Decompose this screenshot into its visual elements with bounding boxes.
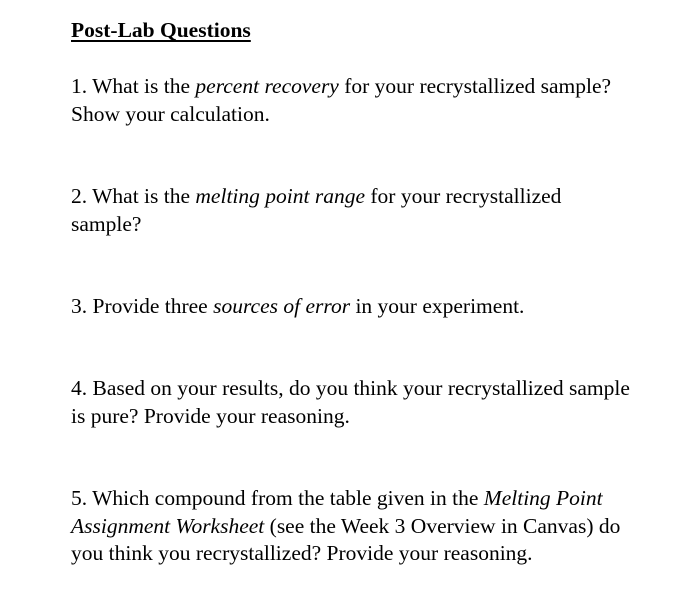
question-5 [71, 485, 696, 568]
question-5-line-1 [71, 485, 696, 513]
question-5-line-2 [71, 513, 696, 541]
question-3 [71, 293, 696, 321]
question-5-text-a: 5. Which compound from the table given in the [71, 486, 484, 510]
question-2-text-b: for your recrystallized [365, 184, 562, 208]
question-5-emphasis-2: Assignment Worksheet [71, 513, 265, 538]
question-1-line-1 [71, 73, 696, 101]
question-1-line-2: Show your calculation. [71, 101, 270, 126]
question-2-text-a: 2. What is the [71, 184, 196, 208]
question-3-text-a: 3. Provide three [71, 294, 214, 318]
question-5-line-3: you think you recrystallized? Provide your reasoning. [71, 541, 533, 565]
page-title: Post-Lab Questions [71, 18, 251, 42]
question-3-emphasis: sources of error [213, 294, 351, 318]
question-5-text-b: (see the Week 3 Overview in Canvas) do [264, 513, 621, 538]
question-2 [71, 183, 696, 238]
question-4 [71, 375, 696, 430]
question-1 [71, 73, 696, 128]
question-2-line-1 [71, 183, 696, 211]
question-3-line-1 [71, 293, 696, 321]
question-3-text-b: in your experiment. [350, 294, 525, 318]
question-2-line-2: sample? [71, 211, 142, 236]
question-4-line-1: 4. Based on your results, do you think your recrystallized sample [71, 376, 630, 400]
question-2-emphasis: melting point range [195, 184, 366, 208]
question-1-emphasis: percent recovery [195, 74, 339, 98]
question-1-text-a: 1. What is the [71, 74, 196, 98]
question-5-emphasis-1: Melting Point [483, 486, 603, 510]
question-4-line-2: is pure? Provide your reasoning. [71, 403, 350, 428]
question-1-text-b: for your recrystallized sample? [338, 74, 612, 98]
